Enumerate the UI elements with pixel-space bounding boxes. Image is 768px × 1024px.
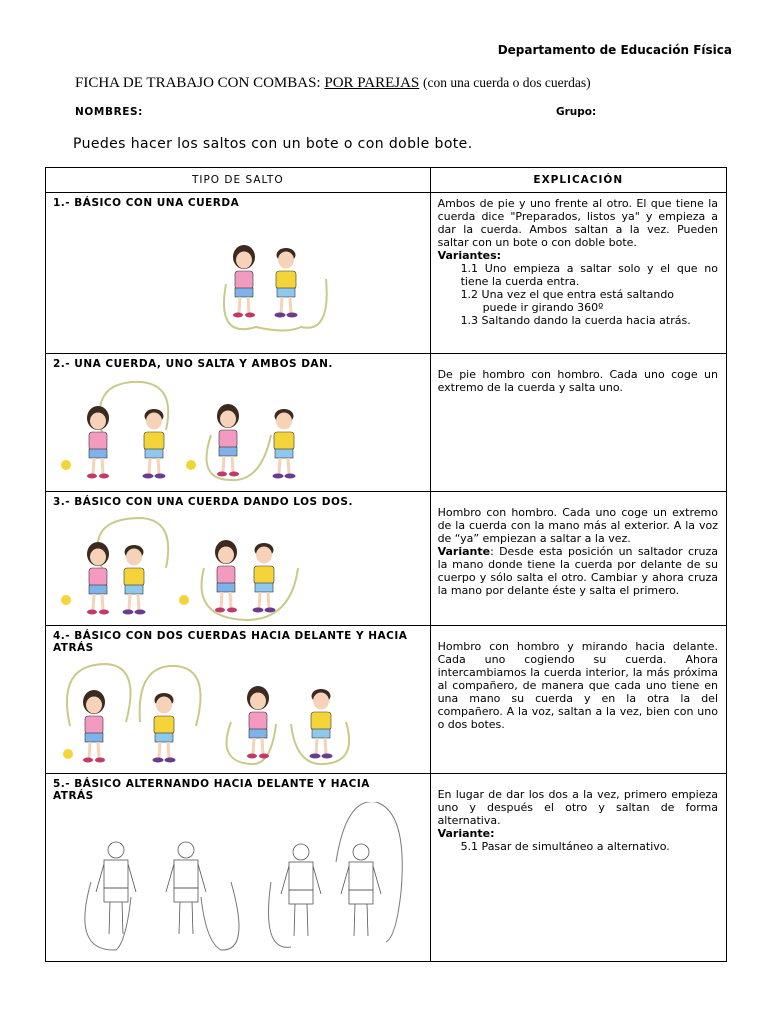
explanation-text: Hombro con hombro. Cada uno coge un extremo de la cuerda con la mano más al exterior. A la voz de “ya” empiezan a saltar a la vez. [437, 506, 718, 545]
exercises-table [45, 167, 727, 962]
variant-item: 1.2 Una vez el que entra está saltando [460, 288, 675, 301]
variant-item-continued: puede ir girando 360º [482, 301, 604, 314]
jump-type-title: 5.- BÁSICO ALTERNANDO HACIA DELANTE Y HACIA ATRÁS [53, 778, 370, 802]
explanation-cell [430, 626, 726, 774]
intro-text: Puedes hacer los saltos con un bote o con doble bote. [73, 136, 473, 152]
names-label: NOMBRES: [75, 106, 143, 118]
variant-paragraph [438, 545, 718, 597]
worksheet-title [75, 75, 591, 92]
explanation-cell [430, 354, 726, 492]
explanation-cell [430, 492, 726, 626]
table-row [46, 626, 727, 774]
jump-type-title: 1.- BÁSICO CON UNA CUERDA [53, 197, 240, 209]
variant-label: Variante [437, 545, 491, 558]
jump-type-title: 2.- UNA CUERDA, UNO SALTA Y AMBOS DAN. [53, 358, 333, 370]
table-row [46, 193, 727, 354]
variants-label: Variantes: [437, 249, 502, 262]
jump-illustration [46, 654, 430, 770]
jump-type-cell [46, 626, 431, 774]
title-main: FICHA DE TRABAJO CON COMBAS: [75, 75, 321, 91]
jump-type-cell [46, 193, 431, 354]
jump-type-cell [46, 774, 431, 962]
jump-illustration [46, 508, 430, 622]
table-row [46, 774, 727, 962]
jump-type-title: 4.- BÁSICO CON DOS CUERDAS HACIA DELANTE Y HACIA ATRÁS [53, 630, 408, 654]
variant-item: 1.1 Uno empieza a saltar solo y el que no tiene la cuerda entra. [460, 262, 718, 288]
jump-type-title: 3.- BÁSICO CON UNA CUERDA DANDO LOS DOS. [53, 496, 353, 508]
department-label: Departamento de Educación Física [497, 43, 732, 57]
variant-item: 1.3 Saltando dando la cuerda hacia atrás. [460, 314, 691, 327]
explanation-text: Ambos de pie y uno frente al otro. El que tiene la cuerda dice "Preparados, listos ya" y empieza a dar la cuerda. Ambos saltan a la vez. Pueden saltar con un bote o con doble bote. [437, 197, 718, 249]
group-label: Grupo: [556, 106, 597, 118]
explanation-cell [430, 774, 726, 962]
variant-label: Variante: [437, 827, 495, 840]
col-header-explanation: EXPLICACIÓN [430, 168, 726, 193]
jump-type-cell [46, 354, 431, 492]
col-header-type: TIPO DE SALTO [46, 168, 431, 193]
explanation-cell [430, 193, 726, 354]
explanation-text: Hombro con hombro y mirando hacia delante. Cada uno cogiendo su cuerda. Ahora intercambiamos la cuerda interior, la más próxima al compañero, de manera que cada uno tiene en una mano su cuerda y en la otra la del compañero. A la voz, saltan a la vez, bien con uno o dos botes. [437, 640, 718, 731]
table-row [46, 354, 727, 492]
variant-item: 5.1 Pasar de simultáneo a alternativo. [460, 840, 670, 853]
title-subtitle: (con una cuerda o dos cuerdas) [423, 75, 591, 90]
jump-type-cell [46, 492, 431, 626]
table-row [46, 492, 727, 626]
explanation-text: De pie hombro con hombro. Cada uno coge un extremo de la cuerda y salta uno. [437, 368, 718, 394]
jump-illustration [46, 802, 430, 960]
jump-illustration [46, 209, 430, 349]
title-underlined: POR PAREJAS [324, 75, 420, 91]
jump-illustration [46, 370, 430, 488]
explanation-text: En lugar de dar los dos a la vez, primero empieza uno y después el otro y saltan de forma alternativa. [437, 788, 718, 827]
variant-text: : Desde esta posición un saltador cruza la mano donde tiene la cuerda por delante de su cuerpo y sólo salta el otro. Cambiar y ahora cruza la mano por delante éste y salta el primero. [437, 545, 718, 597]
